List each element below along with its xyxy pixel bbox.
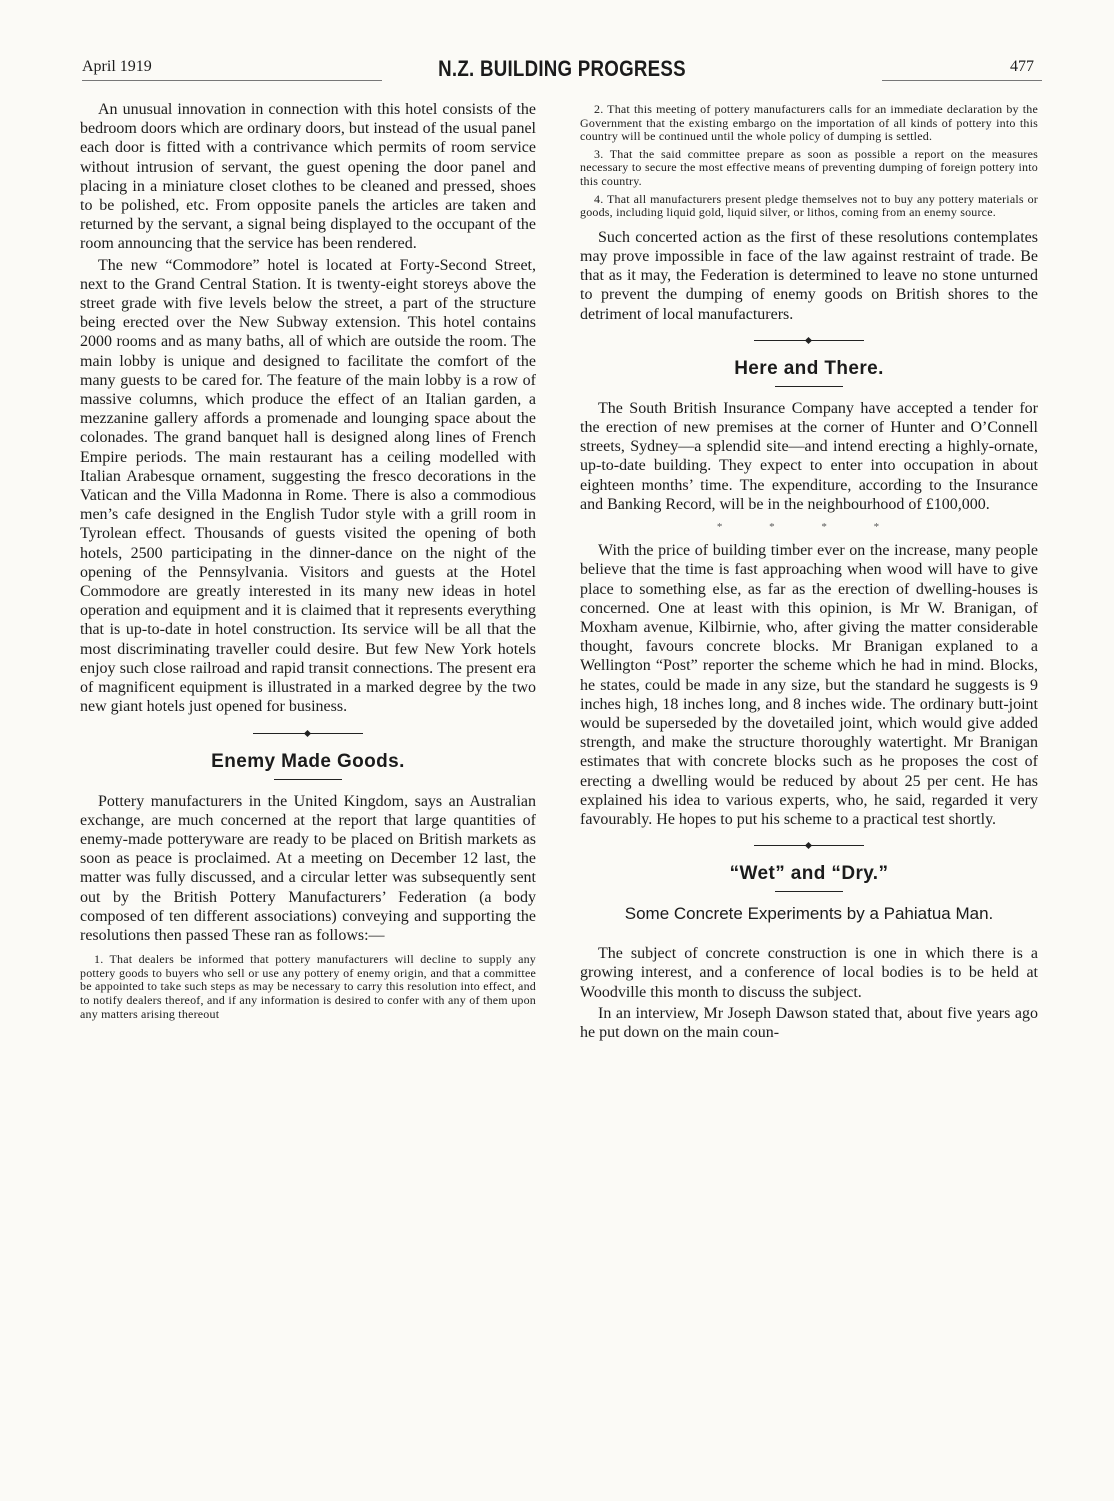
right-column [580, 103, 1038, 1042]
header-rule-left [82, 80, 382, 81]
resolution-3: 3. That the said committee prepare as soon as possible a report on the measures necessary to secure the most effective means of preventing dumping of foreign pottery into this country. [580, 146, 1038, 188]
asterisk-divider: * * * * [716, 520, 902, 533]
heading-underline [274, 779, 342, 780]
hotel-doors-paragraph: An unusual innovation in connection with this hotel consists of the bedroom doors which are ordinary doors, but instead of the usual panel each door is fitted with a contrivance which permits of room service without intrusion of servant, the guest opening the door panel and placing in a miniature closet clothes to be cleaned and pressed, shoes to be polished, etc. From opposite panels the articles are taken and returned by the servant, a signal being displayed to the occupant of the room announcing that the service has been rendered. [80, 101, 536, 253]
commodore-paragraph: The new “Commodore” hotel is located at Forty-Second Street, next to the Grand Central Station. It is twenty-eight storeys above the street grade with five levels below the street, a part of the structure being erected over the New Subway extension. This hotel contains 2000 rooms and as many baths, all of which are outside the room. The main lobby is unique and designed to facilitate the comfort of the many guests to be cared for. The feature of the main lobby is a row of massive columns, which produce the effect of an Italian garden, a mezzanine gallery affords a promenade and lounging space about the colonades. The grand banquet hall is designed along lines of French Empire periods. The main restaurant has a ceiling modelled with Italian Arabesque ornament, suggesting the fresco decorations in the Vatican and the Villa Madonna in Rome. There is also a commodious men’s cafe designed in the English Tudor style with a grill room in Tyrolean effect. Thousands of guests visited the opening of both hotels, 2500 participating in the dinner-dance on the night of the opening of the Pennsylvania. Visitors and guests at the Hotel Commodore are greatly interested in its many new ideas in hotel operation and equipment and it is claimed that it represents everything that is up-to-date in hotel construction. Its service will be all that the most discriminating traveller could desire. But few New York hotels enjoy such close railroad and rapid transit connections. The present era of magnificent equipment is illustrated in a marked degree by the two new giant hotels just opened for business. [80, 256, 536, 716]
pottery-paragraph: Pottery manufacturers in the United Kingdom, says an Australian exchange, are much concerned at the report that large quantities of enemy-made potteryware are ready to be placed on British markets as soon as peace is proclaimed. At a meeting on December 12 last, the matter was fully discussed, and a circular letter was subsequently sent out by the British Pottery Manufacturers’ Federation (a body composed of ten different associations) conveying and supporting the resolutions then passed These ran as follows:— [80, 792, 536, 944]
resolution-1: 1. That dealers be informed that pottery manufacturers will decline to supply any pottery goods to buyers who sell or use any pottery of enemy origin, and that a committee be appointed to take such steps as may be necessary to carry this resolution into effect, and to notify dealers thereof, and if any information is desired to confer with any of them upon any matters arising thereout [80, 952, 536, 1021]
dawson-paragraph: In an interview, Mr Joseph Dawson stated that, about five years ago he put down on the main coun- [580, 1004, 1038, 1042]
left-column [80, 100, 536, 1021]
concerted-action-paragraph: Such concerted action as the first of these resolutions contemplates may prove impossible in face of the law against restraint of trade. Be that as it may, the Federation is determined to leave no stone unturned to prevent the dumping of enemy goods on British shores to the detriment of local manufacturers. [580, 228, 1038, 323]
enemy-goods-heading: Enemy Made Goods. [211, 750, 405, 772]
page-number: 477 [1010, 58, 1034, 75]
heading-underline [775, 386, 843, 387]
concrete-construction-paragraph: The subject of concrete construction is one in which there is a growing interest, and a conference of local bodies is to be held at Woodville this month to discuss the subject. [580, 945, 1038, 1001]
here-and-there-heading: Here and There. [734, 357, 884, 379]
heading-underline [775, 891, 843, 892]
section-separator [754, 338, 864, 344]
insurance-paragraph: The South British Insurance Company have accepted a tender for the erection of new premises at the corner of Hunter and O’Connell streets, Sydney—a splendid site—and intend erecting a highly-ornate, up-to-date building. They expect to enter into occupation in about eighteen months’ time. The expenditure, according to the Insurance and Banking Record, will be in the neighbourhood of £100,000. [580, 399, 1038, 513]
header-rule-right [882, 80, 1042, 81]
section-separator [754, 843, 864, 849]
section-separator [253, 731, 363, 737]
issue-date: April 1919 [82, 58, 152, 75]
journal-title: N.Z. BUILDING PROGRESS [438, 56, 686, 81]
resolution-4: 4. That all manufacturers present pledge themselves not to buy any pottery materials or goods, including liquid gold, liquid silver, or lithos, coming from an enemy source. [580, 191, 1038, 220]
resolution-2: 2. That this meeting of pottery manufacturers calls for an immediate declaration by the Government that the existing embargo on the importation of all kinds of pottery into this country will be continued until the whole policy of dumping is settled. [580, 102, 1038, 144]
concrete-blocks-paragraph: With the price of building timber ever on the increase, many people believe that the time is fast approaching when wood will have to give place to something else, as far as the erection of dwelling-houses is concerned. One at least with this opinion, is Mr W. Branigan, of Moxham avenue, Kilbirnie, who, after giving the matter considerable thought, favours concrete blocks. Mr Branigan explaned to a Wellington “Post” reporter the scheme which he had in mind. Blocks, he states, could be made in any size, but the standard he suggests is 9 inches high, 18 inches long, and 8 inches wide. The ordinary butt-joint would be superseded by the dovetailed joint, which would give added strength, and make the structure thoroughly watertight. Mr Branigan estimates that with concrete blocks such as he proposes the cost of erecting a dwelling would be reduced by about 25 per cent. He has explained his idea to various experts, who, he said, regarded it very favourably. He hopes to put his scheme to a practical test shortly. [580, 542, 1038, 829]
pahiatua-subheading: Some Concrete Experiments by a Pahiatua Man. [624, 904, 994, 924]
wet-and-dry-heading: “Wet” and “Dry.” [729, 863, 889, 885]
running-header [82, 56, 1042, 84]
